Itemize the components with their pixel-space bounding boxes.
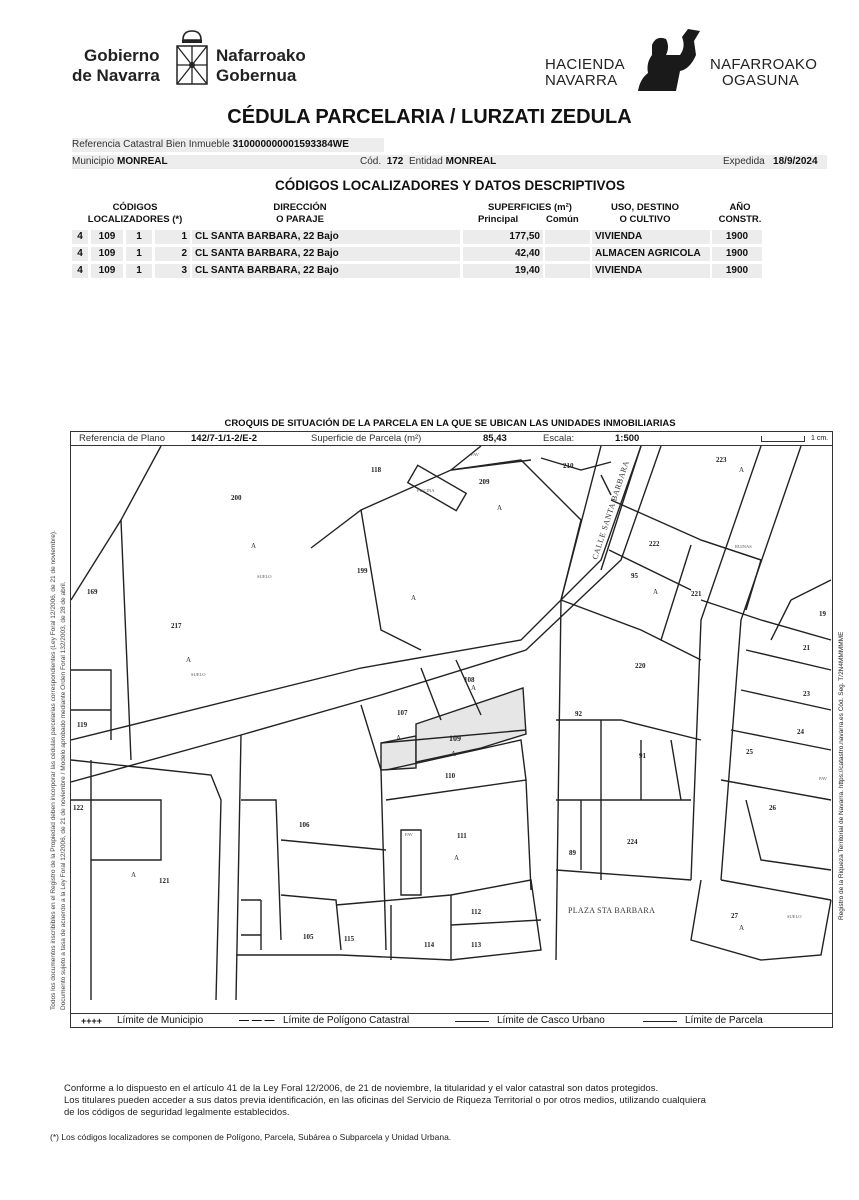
logo-text: OGASUNA bbox=[722, 72, 800, 89]
legal-line: Los titulares pueden acceder a sus datos previa identificación, en las oficinas del Servicio de Riqueza Territorial o por otros medios, utilizando cualquiera bbox=[64, 1095, 706, 1106]
header-text: USO, DESTINO bbox=[610, 202, 680, 213]
header-text: LOCALIZADORES (*) bbox=[87, 214, 183, 225]
svg-text:PISCINA: PISCINA bbox=[417, 488, 435, 493]
svg-text:111: 111 bbox=[457, 832, 467, 840]
svg-text:112: 112 bbox=[471, 908, 482, 916]
cell-principal: 177,50 bbox=[463, 230, 543, 244]
municipio-label: Municipio bbox=[72, 156, 115, 167]
municipio-value: MONREAL bbox=[117, 156, 168, 167]
svg-text:199: 199 bbox=[357, 567, 368, 575]
expedida-label: Expedida bbox=[723, 156, 765, 167]
entidad-value: MONREAL bbox=[445, 156, 497, 167]
header-text: Común bbox=[546, 214, 579, 225]
svg-text:209: 209 bbox=[479, 478, 490, 486]
header-text: AÑO bbox=[729, 202, 751, 213]
svg-text:105: 105 bbox=[303, 933, 314, 941]
municipio-row bbox=[72, 155, 827, 169]
svg-text:21: 21 bbox=[803, 644, 810, 652]
svg-text:169: 169 bbox=[87, 588, 98, 596]
cell-poligono: 4 bbox=[72, 230, 88, 244]
svg-text:A: A bbox=[497, 504, 503, 512]
svg-text:115: 115 bbox=[344, 935, 355, 943]
svg-text:222: 222 bbox=[649, 540, 660, 548]
svg-text:A: A bbox=[739, 466, 745, 474]
svg-text:27: 27 bbox=[731, 912, 738, 920]
svg-text:A: A bbox=[653, 588, 659, 596]
svg-text:26: 26 bbox=[769, 804, 776, 812]
svg-text:A: A bbox=[251, 542, 257, 550]
navarra-coat-of-arms-icon bbox=[173, 28, 211, 88]
cell-subparcela: 1 bbox=[126, 264, 152, 278]
svg-text:106: 106 bbox=[299, 821, 310, 829]
header-codigos bbox=[80, 202, 190, 226]
svg-text:114: 114 bbox=[424, 941, 435, 949]
svg-text:200: 200 bbox=[231, 494, 242, 502]
svg-text:118: 118 bbox=[371, 466, 382, 474]
header-text: O PARAJE bbox=[276, 214, 324, 225]
legal-line: Conforme a lo dispuesto en el artículo 41 de la Ley Foral 12/2006, de 21 de noviembre, la titularidad y el valor catastral son datos protegidos. bbox=[64, 1083, 659, 1094]
plano-label: Referencia de Plano bbox=[79, 433, 166, 444]
cell-ano: 1900 bbox=[712, 264, 762, 278]
cell-parcela: 109 bbox=[91, 230, 123, 244]
cell-unidad: 3 bbox=[155, 264, 190, 278]
svg-text:PAV: PAV bbox=[405, 832, 414, 837]
header-text: DIRECCIÓN bbox=[273, 202, 327, 213]
casco-limit-line-icon bbox=[455, 1021, 489, 1022]
svg-text:A: A bbox=[454, 854, 460, 862]
svg-text:108: 108 bbox=[464, 676, 475, 684]
logo-text: NAFARROAKO bbox=[710, 56, 818, 73]
hacienda-navarra-logo bbox=[540, 25, 830, 95]
croquis-title: CROQUIS DE SITUACIÓN DE LA PARCELA EN LA QUE SE UBICAN LAS UNIDADES INMOBILIARIAS bbox=[224, 418, 676, 429]
entidad-label: Entidad bbox=[408, 156, 443, 167]
svg-text:A: A bbox=[396, 734, 402, 742]
municipio-limit-symbol: ++++ bbox=[81, 1016, 103, 1026]
legend-poligono: Límite de Polígono Catastral bbox=[283, 1015, 410, 1026]
svg-text:113: 113 bbox=[471, 941, 482, 949]
svg-text:19: 19 bbox=[819, 610, 826, 618]
svg-text:210: 210 bbox=[563, 462, 574, 470]
svg-text:89: 89 bbox=[569, 849, 576, 857]
svg-text:91: 91 bbox=[639, 752, 646, 760]
ref-value: 310000000001593384WE bbox=[232, 139, 349, 150]
svg-text:PAV: PAV bbox=[471, 452, 480, 457]
cell-ano: 1900 bbox=[712, 230, 762, 244]
legal-line: de los códigos de seguridad legalmente establecidos. bbox=[64, 1107, 290, 1118]
plano-value: 142/7-1/1-2/E-2 bbox=[191, 433, 258, 444]
cod-value: 172 bbox=[386, 156, 404, 167]
cod-label: Cód. bbox=[360, 156, 382, 167]
cell-parcela: 109 bbox=[91, 264, 123, 278]
cell-direccion: CL SANTA BARBARA, 22 Bajo bbox=[192, 264, 460, 278]
svg-text:A: A bbox=[739, 924, 745, 932]
legend-parcela: Límite de Parcela bbox=[685, 1015, 763, 1026]
escala-value: 1:500 bbox=[615, 433, 640, 444]
cell-unidad: 1 bbox=[155, 230, 190, 244]
header-text: CONSTR. bbox=[718, 214, 762, 225]
side-legal-text: Todos los documentos inscribibles en el Registro de la Propiedad deben incorporar las cédulas parcelarias correspondientes (Ley Foral 12/2006, de 21 de noviembre). bbox=[50, 530, 57, 1010]
svg-text:PLAZA STA BARBARA: PLAZA STA BARBARA bbox=[568, 906, 656, 915]
logo-text: Gobierno bbox=[84, 46, 160, 65]
legend-casco: Límite de Casco Urbano bbox=[497, 1015, 605, 1026]
svg-text:221: 221 bbox=[691, 590, 702, 598]
svg-text:PAV: PAV bbox=[819, 776, 828, 781]
svg-text:A: A bbox=[131, 871, 137, 879]
logo-text: NAVARRA bbox=[545, 72, 618, 89]
cell-uso: ALMACEN AGRICOLA bbox=[592, 247, 710, 261]
svg-text:110: 110 bbox=[445, 772, 456, 780]
cell-principal: 19,40 bbox=[463, 264, 543, 278]
parcela-limit-line-icon bbox=[643, 1021, 677, 1022]
svg-text:220: 220 bbox=[635, 662, 646, 670]
header-ano bbox=[710, 202, 770, 226]
svg-text:223: 223 bbox=[716, 456, 727, 464]
header-uso bbox=[600, 202, 690, 226]
logo-text: HACIENDA bbox=[545, 56, 625, 73]
street-label: CALLE SANTA BARBARA bbox=[590, 459, 631, 561]
svg-text:119: 119 bbox=[77, 721, 88, 729]
cell-parcela: 109 bbox=[91, 247, 123, 261]
header-superficies bbox=[470, 202, 590, 226]
poligono-limit-symbol: — — — bbox=[239, 1015, 275, 1026]
logo-text: Gobernua bbox=[216, 66, 297, 85]
ref-label: Referencia Catastral Bien Inmueble bbox=[72, 139, 230, 150]
svg-text:121: 121 bbox=[159, 877, 170, 885]
cell-comun bbox=[545, 230, 590, 244]
svg-text:224: 224 bbox=[627, 838, 638, 846]
svg-text:A: A bbox=[186, 656, 192, 664]
svg-text:109: 109 bbox=[449, 734, 461, 743]
catastral-reference-row bbox=[72, 138, 384, 152]
svg-text:SUELO: SUELO bbox=[257, 574, 272, 579]
cell-comun bbox=[545, 264, 590, 278]
cell-principal: 42,40 bbox=[463, 247, 543, 261]
scale-bar-label: 1 cm. bbox=[811, 435, 829, 442]
page-title: CÉDULA PARCELARIA / LURZATI ZEDULA bbox=[227, 106, 632, 128]
svg-text:A: A bbox=[451, 750, 457, 758]
svg-text:217: 217 bbox=[171, 622, 182, 630]
cell-unidad: 2 bbox=[155, 247, 190, 261]
cell-ano: 1900 bbox=[712, 247, 762, 261]
svg-text:107: 107 bbox=[397, 709, 408, 717]
side-registry-text: Registro de la Riqueza Territorial de Navarra. https://catastro.navarra.es Cód. Seg. T/2N4MMMMME bbox=[838, 631, 845, 920]
cell-uso: VIVIENDA bbox=[592, 230, 710, 244]
map-legend bbox=[71, 1013, 832, 1028]
cell-direccion: CL SANTA BARBARA, 22 Bajo bbox=[192, 247, 460, 261]
svg-text:A: A bbox=[471, 684, 477, 692]
svg-text:SUELO: SUELO bbox=[191, 672, 206, 677]
svg-text:23: 23 bbox=[803, 690, 810, 698]
side-legal-text: Documento sujeto a tasa de acuerdo a la Ley Foral 12/2006, de 21 de noviembre / Modelo aprobado mediante Orden Foral 132/2003, de 28 de abril. bbox=[60, 581, 67, 1010]
svg-text:25: 25 bbox=[746, 748, 753, 756]
svg-text:SUELO: SUELO bbox=[787, 914, 802, 919]
header-text: O CULTIVO bbox=[619, 214, 671, 225]
cell-uso: VIVIENDA bbox=[592, 264, 710, 278]
logo-text: Nafarroako bbox=[216, 46, 306, 65]
map-header bbox=[71, 432, 832, 446]
section-title: CÓDIGOS LOCALIZADORES Y DATOS DESCRIPTIVOS bbox=[274, 178, 626, 193]
logo-text: de Navarra bbox=[72, 66, 160, 85]
parcel-map-drawing bbox=[71, 446, 832, 1013]
scale-bar-icon bbox=[761, 436, 805, 442]
header-text: Principal bbox=[478, 214, 519, 225]
cell-subparcela: 1 bbox=[126, 247, 152, 261]
cell-subparcela: 1 bbox=[126, 230, 152, 244]
superficie-value: 85,43 bbox=[483, 433, 507, 444]
cell-direccion: CL SANTA BARBARA, 22 Bajo bbox=[192, 230, 460, 244]
cell-poligono: 4 bbox=[72, 264, 88, 278]
footnote: (*) Los códigos localizadores se componen de Polígono, Parcela, Subárea o Subparcela y Unidad Urbana. bbox=[50, 1132, 452, 1142]
escala-label: Escala: bbox=[543, 433, 575, 444]
svg-text:92: 92 bbox=[575, 710, 582, 718]
legend-municipio: Límite de Municipio bbox=[117, 1015, 204, 1026]
svg-text:95: 95 bbox=[631, 572, 638, 580]
svg-text:122: 122 bbox=[73, 804, 84, 812]
svg-text:24: 24 bbox=[797, 728, 804, 736]
svg-text:A: A bbox=[411, 594, 417, 602]
header-text: SUPERFICIES (m²) bbox=[488, 202, 572, 213]
superficie-label: Superficie de Parcela (m²) bbox=[311, 433, 422, 444]
header-direccion bbox=[250, 202, 350, 226]
cadastral-map bbox=[70, 431, 833, 1028]
cell-poligono: 4 bbox=[72, 247, 88, 261]
statue-figure-icon bbox=[630, 25, 710, 93]
expedida-value: 18/9/2024 bbox=[773, 156, 818, 167]
legal-notice bbox=[64, 1083, 706, 1119]
gobierno-navarra-logo bbox=[70, 28, 330, 88]
header-text: CÓDIGOS bbox=[112, 202, 158, 213]
svg-text:RUINAS: RUINAS bbox=[735, 544, 752, 549]
cell-comun bbox=[545, 247, 590, 261]
